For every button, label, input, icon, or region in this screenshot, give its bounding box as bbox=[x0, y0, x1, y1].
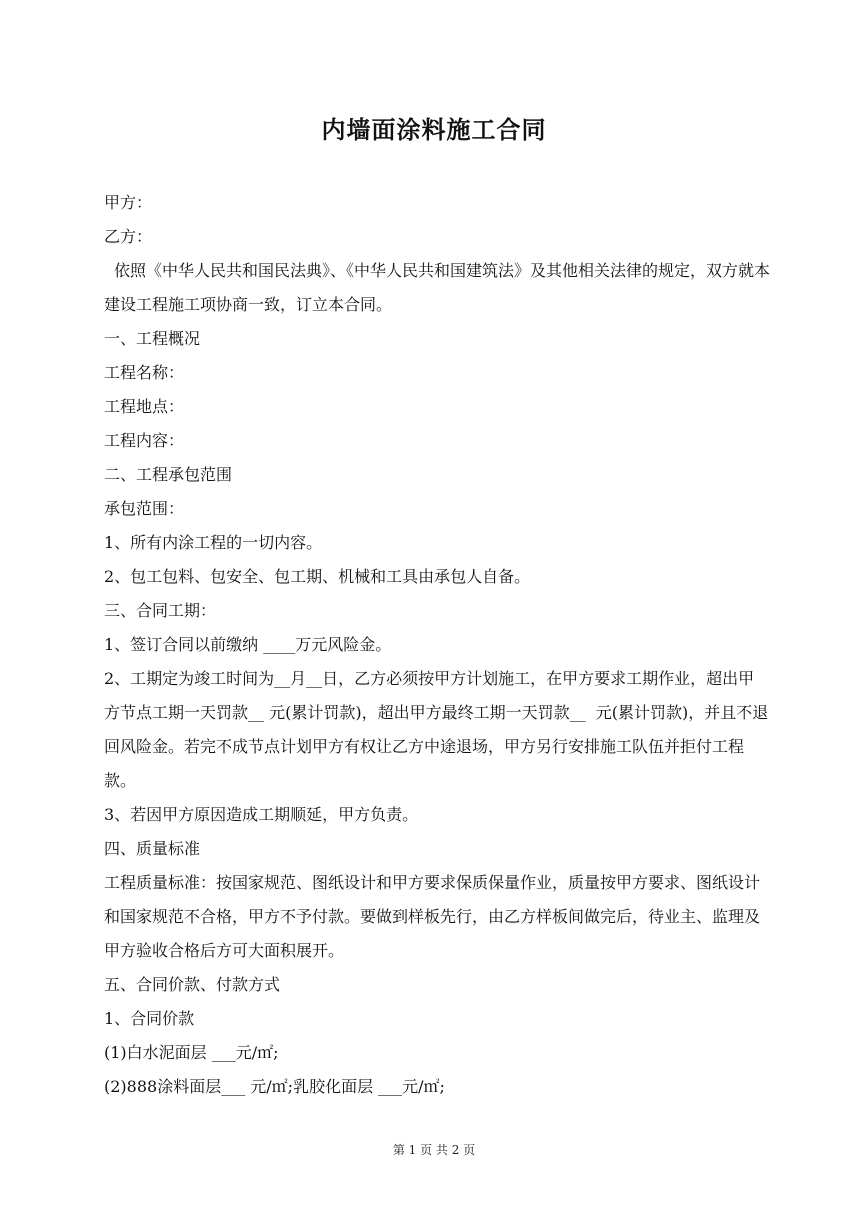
clause-paragraph: 2、工期定为竣工时间为__月__日，乙方必须按甲方计划施工，在甲方要求工期作业，超出甲方节点工期一天罚款__ 元(累计罚款)，超出甲方最终工期一天罚款__ 元(累计罚款)，并且不退回风险金。若完不成节点计划甲方有权让乙方中途退场，甲方另行安排施工队伍并拒付工程款。 bbox=[104, 669, 769, 790]
section-heading: 五、合同价款、付款方式 bbox=[104, 975, 281, 994]
section-heading: 四、质量标准 bbox=[104, 839, 201, 858]
price-item: (2)888涂料面层___ 元/㎡;乳胶化面层 ___元/㎡; bbox=[104, 1077, 445, 1096]
party-a-line: 甲方： bbox=[104, 193, 153, 212]
document-body bbox=[104, 186, 770, 1104]
clause-paragraph: 1、合同价款 bbox=[104, 1009, 195, 1028]
clause-paragraph: 1、签订合同以前缴纳 ____万元风险金。 bbox=[104, 635, 392, 654]
preamble-paragraph: 依照《中华人民共和国民法典》、《中华人民共和国建筑法》及其他相关法律的规定，双方就本建设工程施工项协商一致，订立本合同。 bbox=[104, 261, 771, 314]
project-location-line: 工程地点： bbox=[104, 397, 185, 416]
party-b-line: 乙方： bbox=[104, 227, 153, 246]
section-heading: 一、工程概况 bbox=[104, 329, 201, 348]
section-heading: 二、工程承包范围 bbox=[104, 465, 233, 484]
clause-paragraph: 2、包工包料、包安全、包工期、机械和工具由承包人自备。 bbox=[104, 567, 531, 586]
price-item: (1)白水泥面层 ___元/㎡; bbox=[104, 1043, 279, 1062]
scope-label: 承包范围： bbox=[104, 499, 185, 518]
project-name-line: 工程名称： bbox=[104, 363, 185, 382]
clause-paragraph: 1、所有内涂工程的一切内容。 bbox=[104, 533, 323, 552]
document-title: 内墙面涂料施工合同 bbox=[321, 115, 547, 144]
project-content-line: 工程内容： bbox=[104, 431, 185, 450]
quality-standard-paragraph: 工程质量标准：按国家规范、图纸设计和甲方要求保质保量作业，质量按甲方要求、图纸设计和国家规范不合格，甲方不予付款。要做到样板先行，由乙方样板间做完后，待业主、监理及甲方验收合格后方可大面积展开。 bbox=[104, 873, 761, 960]
page-number-footer: 第 1 页 共 2 页 bbox=[392, 1143, 476, 1157]
clause-paragraph: 3、若因甲方原因造成工期顺延，甲方负责。 bbox=[104, 805, 419, 824]
section-heading: 三、合同工期： bbox=[104, 601, 217, 620]
